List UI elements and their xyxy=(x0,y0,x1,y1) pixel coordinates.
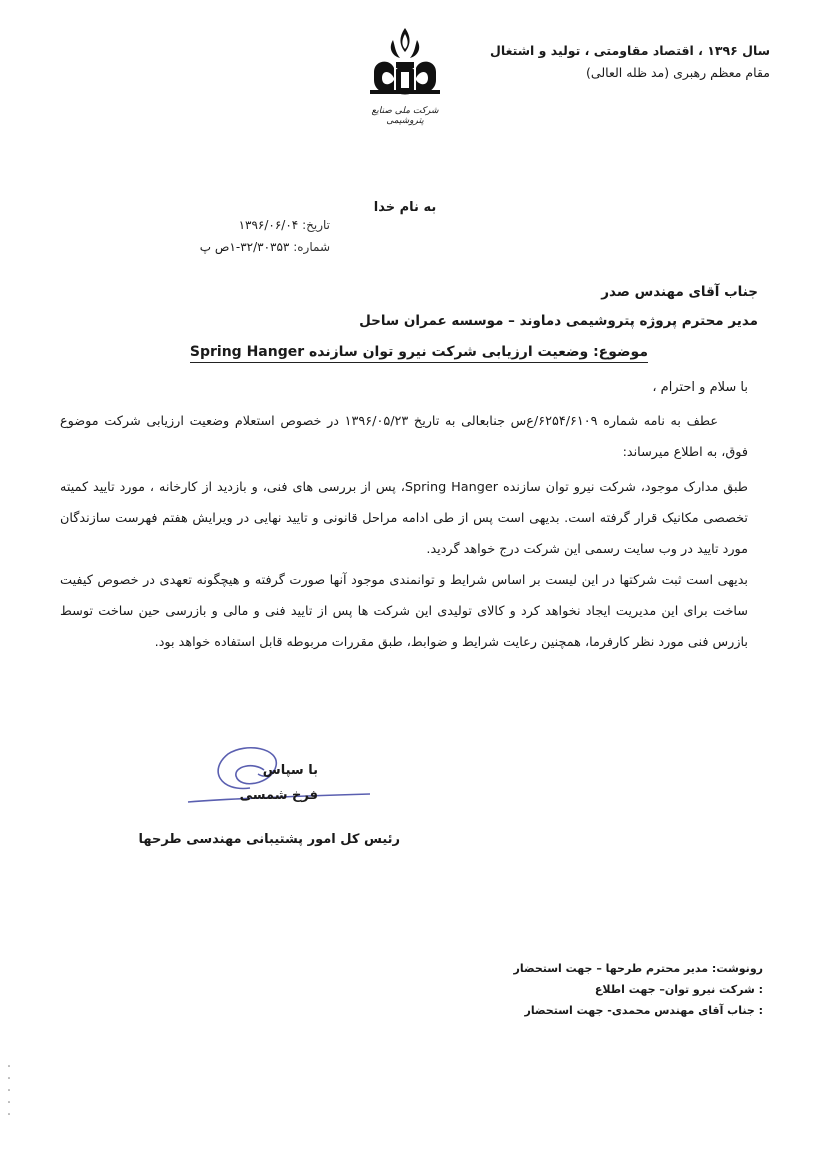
signer-title: رئیس کل امور پشتیبانی مهندسی طرحها xyxy=(138,832,400,847)
recipient-position: مدیر محترم پروژه پتروشیمی دماوند – موسسه عمران ساحل xyxy=(359,313,758,329)
number-row xyxy=(130,236,330,258)
logo-caption: شرکت ملی صنایع پتروشیمی xyxy=(371,106,439,126)
subject-line: موضوع: وضعیت ارزیابی شرکت نیرو توان سازنده Spring Hanger xyxy=(190,344,648,363)
date-value: ۱۳۹۶/۰۶/۰۴ xyxy=(238,218,299,232)
bismillah-heading: به نام خدا xyxy=(373,200,437,215)
cc-item: : جناب آقای مهندس محمدی- جهت استحضار xyxy=(524,1004,763,1017)
company-logo xyxy=(360,26,450,130)
scan-margin-marks xyxy=(6,1062,12,1122)
body-paragraph-3: بدیهی است ثبت شرکتها در این لیست بر اساس شرایط و توانمندی موجود آنها صورت گرفته و هیچگونه تعهدی در خصوص کیفیت ساخت برای این مدیریت ایجاد نخواهد کرد و کالای تولیدی این شرکت ها پس از تایید فنی و مالی و بازرسی حین ساخت توسط بازرس فنی مورد نظر کارفرما، همچنین رعایت شرایط و ضوابط، طبق مقررات مربوطه قابل استفاده خواهد بود. xyxy=(60,573,748,650)
signer-name: فرخ شمسی xyxy=(239,788,318,803)
slogan-author: مقام معظم رهبری (مد ظله العالی) xyxy=(586,65,770,80)
cc-list xyxy=(463,958,763,1021)
cc-item: : شرکت نیرو توان– جهت اطلاع xyxy=(594,983,763,996)
slogan-year: سال ۱۳۹۶ ، اقتصاد مقاومتی ، تولید و اشتغال xyxy=(490,43,770,58)
recipient-block xyxy=(308,278,758,336)
body-paragraph-2: طبق مدارک موجود، شرکت نیرو توان سازنده Spring Hanger، پس از بررسی های فنی، و بازدید از کارخانه ، مورد تایید کمیته تخصصی مکانیک قرار گرفته است. بدیهی است پس از طی ادامه مراحل قانونی و تایید نهایی در ویرایش هفتم فهرست سازندگان مورد تایید در وب سایت رسمی این شرکت درج خواهد گردید. xyxy=(60,480,748,557)
date-row xyxy=(130,214,330,236)
number-label: شماره: xyxy=(293,240,330,254)
salutation: با سلام و احترام ، xyxy=(652,380,748,395)
date-label: تاریخ: xyxy=(302,218,330,232)
dots-icon xyxy=(6,1062,12,1122)
signature-block xyxy=(240,758,318,808)
body-paragraph-1: عطف به نامه شماره ۶۲۵۴/۶۱۰۹/ع‌س جنابعالی به تاریخ ۱۳۹۶/۰۵/۲۳ در خصوص استعلام وضعیت ارزیابی شرکت موضوع فوق، به اطلاع میرساند: xyxy=(60,414,748,460)
letter-meta xyxy=(130,214,330,258)
cc-item: رونوشت: مدیر محترم طرحها – جهت استحضار xyxy=(513,962,763,975)
header-slogan xyxy=(470,40,770,84)
recipient-name: جناب آقای مهندس صدر xyxy=(601,284,758,300)
number-value: ۳۲/۳۰۳۵۳-۱ص پ xyxy=(199,240,290,254)
closing-text: با سپاس xyxy=(262,763,318,778)
